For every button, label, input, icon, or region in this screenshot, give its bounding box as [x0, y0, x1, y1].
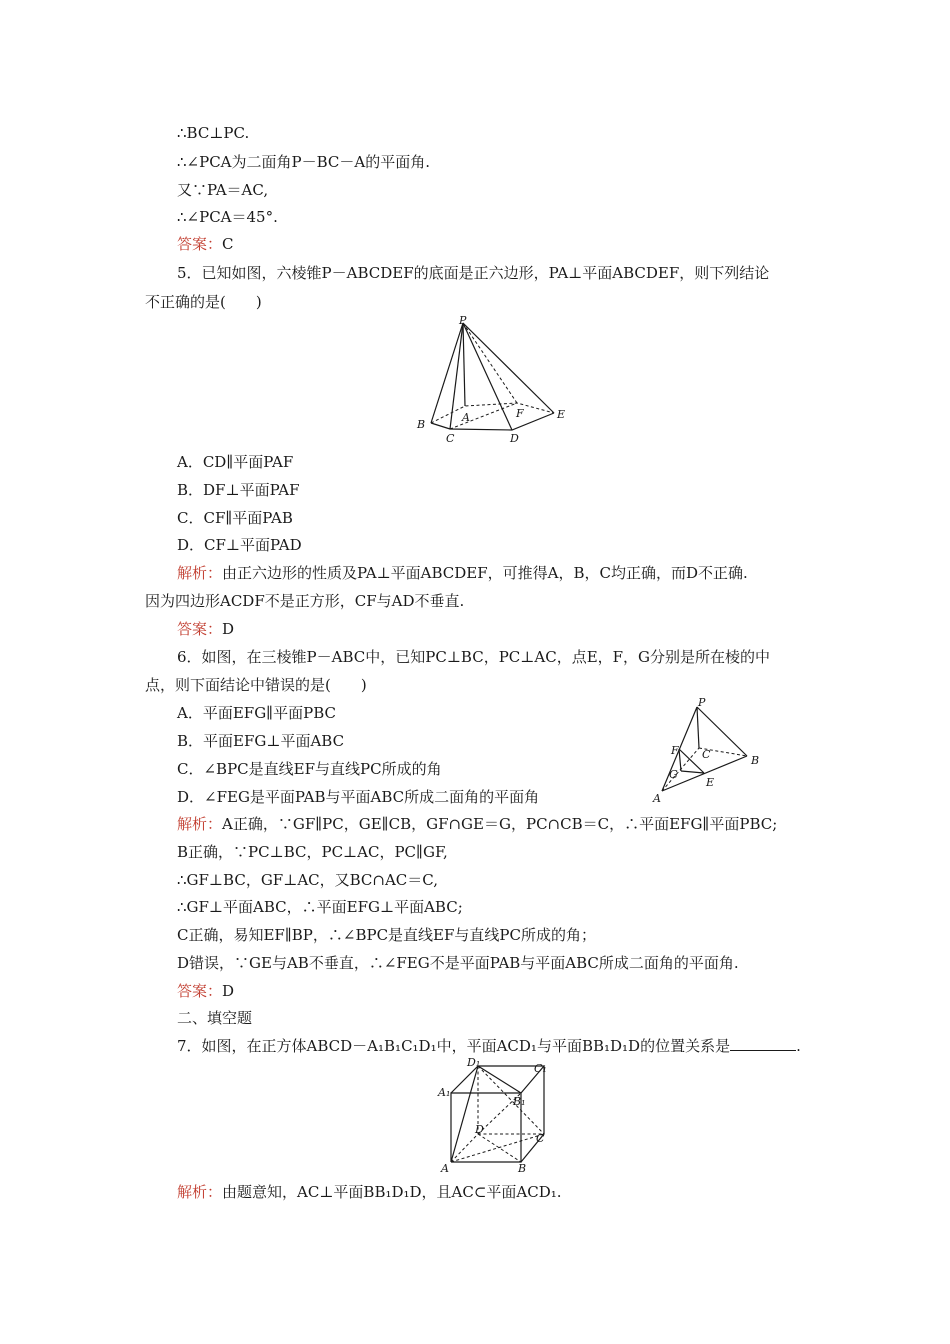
label-F: F — [516, 407, 524, 420]
prev-answer — [177, 234, 234, 254]
q6-option-d: D．∠FEG是平面PAB与平面ABC所成二面角的平面角 — [177, 788, 540, 806]
label-A: A — [441, 1162, 449, 1175]
label-D1: D₁ — [467, 1056, 481, 1069]
hexagonal-pyramid-figure — [410, 312, 580, 447]
label-B: B — [518, 1162, 527, 1175]
q5-analysis-line-1 — [177, 563, 748, 583]
proof-line-2: ∴∠PCA为二面角P－BC－A的平面角. — [177, 153, 430, 171]
answer-blank — [730, 1036, 796, 1051]
proof-line-1: ∴BC⊥PC. — [177, 124, 250, 142]
q6-analysis-line-1 — [177, 814, 777, 834]
q5-stem-line-1: 5．已知如图，六棱锥P－ABCDEF的底面是正六边形，PA⊥平面ABCDEF，则下列结论 — [177, 264, 770, 282]
label-P: P — [459, 314, 467, 327]
answer-value: D — [222, 620, 235, 638]
analysis-text: 由题意知，AC⊥平面BB₁D₁D，且AC⊂平面ACD₁. — [222, 1183, 562, 1201]
q5-answer — [177, 619, 234, 639]
answer-label: 答案： — [177, 620, 223, 638]
label-D: D — [510, 432, 519, 445]
label-E: E — [557, 408, 566, 421]
q6-option-a: A．平面EFG∥平面PBC — [177, 704, 336, 722]
label-B: B — [751, 754, 760, 767]
label-E: E — [706, 776, 715, 789]
label-G: G — [669, 768, 678, 781]
analysis-label: 解析： — [177, 815, 223, 833]
q6-analysis-line-5: C正确，易知EF∥BP，∴∠BPC是直线EF与直线PC所成的角； — [177, 926, 596, 944]
answer-value: C — [222, 235, 234, 253]
proof-line-3: 又∵PA＝AC, — [177, 181, 269, 199]
q5-analysis-line-2: 因为四边形ACDF不是正方形，CF与AD不垂直. — [145, 592, 465, 610]
label-A: A — [462, 411, 470, 424]
label-C1: C₁ — [534, 1062, 547, 1075]
q5-option-b: B．DF⊥平面PAF — [177, 481, 300, 499]
proof-line-4: ∴∠PCA＝45°. — [177, 208, 278, 226]
q7-stem — [177, 1036, 801, 1056]
q7-analysis — [177, 1182, 562, 1202]
q5-option-d: D．CF⊥平面PAD — [177, 536, 302, 554]
label-B1: B₁ — [513, 1095, 526, 1108]
answer-label: 答案： — [177, 982, 223, 1000]
label-F: F — [671, 744, 679, 757]
analysis-text: 由正六边形的性质及PA⊥平面ABCDEF，可推得A，B，C均正确，而D不正确. — [222, 564, 748, 582]
triangular-pyramid-figure — [645, 698, 765, 810]
q6-stem-line-2: 点，则下面结论中错误的是( ) — [145, 676, 367, 694]
q6-option-b: B．平面EFG⊥平面ABC — [177, 732, 345, 750]
label-D: D — [475, 1123, 484, 1136]
q7-stem-text: 7．如图，在正方体ABCD－A₁B₁C₁D₁中，平面ACD₁与平面BB₁D₁D的位置关系是 — [177, 1037, 731, 1055]
analysis-label: 解析： — [177, 1183, 223, 1201]
label-A: A — [653, 792, 661, 805]
analysis-label: 解析： — [177, 564, 223, 582]
answer-label: 答案： — [177, 235, 223, 253]
q6-answer — [177, 981, 234, 1001]
q5-option-c: C．CF∥平面PAB — [177, 509, 293, 527]
label-C: C — [536, 1132, 545, 1145]
q6-analysis-line-4: ∴GF⊥平面ABC，∴平面EFG⊥平面ABC; — [177, 898, 463, 916]
q6-stem-line-1: 6．如图，在三棱锥P－ABC中，已知PC⊥BC，PC⊥AC，点E，F，G分别是所在棱的中 — [177, 648, 771, 666]
answer-value: D — [222, 982, 235, 1000]
label-P: P — [698, 696, 706, 709]
q6-analysis-line-2: B正确，∵PC⊥BC，PC⊥AC，PC∥GF, — [177, 843, 448, 861]
label-A1: A₁ — [438, 1086, 451, 1099]
section-title: 二、填空题 — [177, 1009, 253, 1027]
q5-option-a: A．CD∥平面PAF — [177, 453, 294, 471]
label-B: B — [417, 418, 426, 431]
q5-stem-line-2: 不正确的是( ) — [145, 293, 262, 311]
cube-figure — [433, 1058, 558, 1178]
q6-analysis-line-6: D错误，∵GE与AB不垂直，∴∠FEG不是平面PAB与平面ABC所成二面角的平面角. — [177, 954, 739, 972]
q7-stem-end: . — [796, 1037, 801, 1055]
q6-analysis-line-3: ∴GF⊥BC，GF⊥AC，又BC∩AC＝C, — [177, 871, 438, 889]
label-C: C — [446, 432, 455, 445]
q6-option-c: C．∠BPC是直线EF与直线PC所成的角 — [177, 760, 442, 778]
label-C: C — [702, 748, 711, 761]
analysis-text: A正确，∵GF∥PC，GE∥CB，GF∩GE＝G，PC∩CB＝C，∴平面EFG∥平面PBC; — [222, 815, 778, 833]
